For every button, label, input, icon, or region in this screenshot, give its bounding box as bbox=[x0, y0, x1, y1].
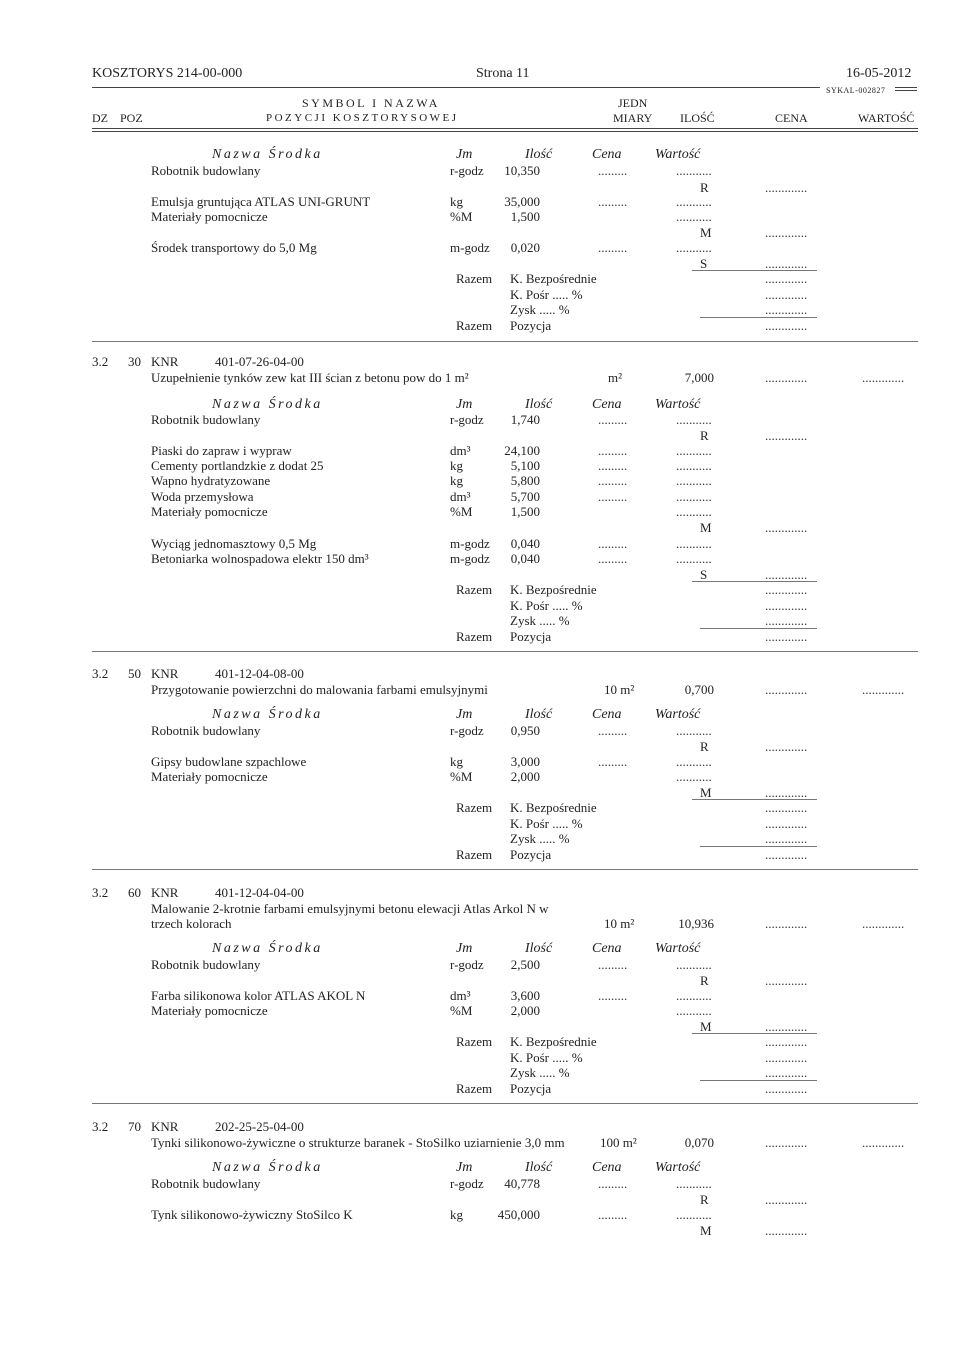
ilosc-header: Ilość bbox=[525, 397, 553, 412]
cena-dots: ......... bbox=[598, 957, 628, 972]
razem-label: Razem bbox=[456, 800, 493, 815]
resource-name: Środek transportowy do 5,0 Mg bbox=[151, 240, 317, 255]
position-code: 401-12-04-04-00 bbox=[215, 885, 304, 900]
wartosc-header: Wartość bbox=[655, 941, 701, 956]
wartosc-dots: ........... bbox=[676, 443, 712, 458]
zysk-label: Zysk ..... % bbox=[510, 302, 570, 317]
position-poz: 50 bbox=[128, 666, 141, 681]
cena-dots: ......... bbox=[598, 1176, 628, 1191]
resource-qty: 0,040 bbox=[510, 536, 540, 551]
resource-name: Gipsy budowlane szpachlowe bbox=[151, 754, 307, 769]
wartosc-dots: ........... bbox=[676, 723, 712, 738]
resource-name: Farba silikonowa kolor ATLAS AKOL N bbox=[151, 988, 366, 1003]
resource-jm: kg bbox=[450, 194, 463, 209]
wartosc-dots: ........... bbox=[676, 504, 712, 519]
position-cena-dots: ............. bbox=[765, 682, 808, 697]
col-symbol: SYMBOL I NAZWA bbox=[302, 96, 440, 110]
nazwa-srodka-header: Nazwa Środka bbox=[212, 707, 323, 722]
resource-name: Materiały pomocnicze bbox=[151, 769, 268, 784]
resource-name: Wapno hydratyzowane bbox=[151, 473, 271, 488]
subtotal-m-label: M bbox=[700, 785, 712, 800]
razem-label: Razem bbox=[456, 629, 493, 644]
resource-jm: r-godz bbox=[450, 412, 484, 427]
wartosc-dots: ........... bbox=[676, 412, 712, 427]
resource-name: Robotnik budowlany bbox=[151, 412, 261, 427]
subtotal-r-label: R bbox=[700, 973, 709, 988]
resource-name: Robotnik budowlany bbox=[151, 1176, 261, 1191]
resource-jm: %M bbox=[450, 504, 473, 519]
resource-qty: 40,778 bbox=[504, 1176, 540, 1191]
resource-qty: 3,600 bbox=[510, 988, 540, 1003]
position-description: Uzupełnienie tynków zew kat III ścian z betonu pow do 1 m² bbox=[151, 370, 469, 385]
position-cena-dots: ............. bbox=[765, 370, 808, 385]
cena-dots: ......... bbox=[598, 489, 628, 504]
position-dz: 3.2 bbox=[92, 666, 109, 681]
resource-name: Cementy portlandzkie z dodat 25 bbox=[151, 458, 324, 473]
position-poz: 60 bbox=[128, 885, 141, 900]
header-rule bbox=[92, 87, 820, 88]
resource-jm: kg bbox=[450, 754, 463, 769]
resource-jm: dm³ bbox=[450, 443, 471, 458]
resource-name: Woda przemysłowa bbox=[151, 489, 254, 504]
subtotal-m-label: M bbox=[700, 520, 712, 535]
position-cena-dots: ............. bbox=[765, 916, 808, 931]
resource-name: Piaski do zapraw i wypraw bbox=[151, 443, 292, 458]
subtotal-r-dots: ............. bbox=[765, 739, 808, 754]
resource-qty: 0,950 bbox=[510, 723, 540, 738]
resource-qty: 0,040 bbox=[510, 551, 540, 566]
ilosc-header: Ilość bbox=[525, 1160, 553, 1175]
position-wartosc-dots: ............. bbox=[862, 1135, 905, 1150]
position-qty: 10,936 bbox=[678, 916, 714, 931]
position-dz: 3.2 bbox=[92, 1119, 109, 1134]
wartosc-dots: ........... bbox=[676, 163, 712, 178]
subtotal-m-label: M bbox=[700, 1019, 712, 1034]
resource-qty: 450,000 bbox=[497, 1207, 540, 1222]
razem-label: Razem bbox=[456, 271, 493, 286]
wartosc-dots: ........... bbox=[676, 473, 712, 488]
header-rule-short bbox=[895, 87, 917, 88]
wartosc-header: Wartość bbox=[655, 1160, 701, 1175]
resource-jm: m-godz bbox=[450, 536, 490, 551]
resource-qty: 2,000 bbox=[510, 769, 540, 784]
k-posrednie-dots: ............. bbox=[765, 287, 808, 302]
cena-dots: ......... bbox=[598, 240, 628, 255]
razem-label: Razem bbox=[456, 582, 493, 597]
subtotal-r-dots: ............. bbox=[765, 428, 808, 443]
subtotal-r-label: R bbox=[700, 428, 709, 443]
pozycja-dots: ............. bbox=[765, 318, 808, 333]
k-posrednie-label: K. Pośr ..... % bbox=[510, 816, 583, 831]
col-jedn: JEDN bbox=[618, 96, 648, 110]
zysk-label: Zysk ..... % bbox=[510, 831, 570, 846]
zysk-dots: ............. bbox=[765, 613, 808, 628]
cena-dots: ......... bbox=[598, 723, 628, 738]
col-pozycji: POZYCJI KOSZTORYSOWEJ bbox=[266, 112, 459, 124]
resource-qty: 1,500 bbox=[510, 209, 540, 224]
header-rule-short-2 bbox=[895, 90, 917, 91]
wartosc-dots: ........... bbox=[676, 1003, 712, 1018]
cena-dots: ......... bbox=[598, 458, 628, 473]
position-description: Malowanie 2-krotnie farbami emulsyjnymi betonu elewacji Atlas Arkol N w bbox=[151, 901, 549, 916]
resource-name: Emulsja gruntująca ATLAS UNI-GRUNT bbox=[151, 194, 371, 209]
wartosc-dots: ........... bbox=[676, 1176, 712, 1191]
resource-qty: 10,350 bbox=[504, 163, 540, 178]
k-posrednie-dots: ............. bbox=[765, 598, 808, 613]
k-posrednie-label: K. Pośr ..... % bbox=[510, 287, 583, 302]
nazwa-srodka-header: Nazwa Środka bbox=[212, 147, 323, 162]
zysk-dots: ............. bbox=[765, 831, 808, 846]
wartosc-dots: ........... bbox=[676, 957, 712, 972]
wartosc-dots: ........... bbox=[676, 458, 712, 473]
resource-name: Materiały pomocnicze bbox=[151, 1003, 268, 1018]
position-separator bbox=[92, 1103, 918, 1104]
position-unit: m² bbox=[608, 370, 623, 385]
zysk-dots: ............. bbox=[765, 302, 808, 317]
k-bezposrednie-label: K. Bezpośrednie bbox=[510, 1034, 597, 1049]
cena-dots: ......... bbox=[598, 1207, 628, 1222]
resource-qty: 2,000 bbox=[510, 1003, 540, 1018]
position-qty: 0,700 bbox=[684, 682, 714, 697]
position-unit: 10 m² bbox=[604, 682, 635, 697]
position-code: 401-07-26-04-00 bbox=[215, 354, 304, 369]
resource-jm: kg bbox=[450, 473, 463, 488]
subtotal-r-dots: ............. bbox=[765, 1192, 808, 1207]
wartosc-header: Wartość bbox=[655, 397, 701, 412]
cena-dots: ......... bbox=[598, 536, 628, 551]
position-description-cont: trzech kolorach bbox=[151, 916, 232, 931]
resource-jm: kg bbox=[450, 458, 463, 473]
k-bezposrednie-dots: ............. bbox=[765, 1034, 808, 1049]
position-description: Tynki silikonowo-żywiczne o strukturze baranek - StoSilko uziarnienie 3,0 mm bbox=[151, 1135, 565, 1150]
position-base: KNR bbox=[151, 1119, 179, 1134]
resource-jm: m-godz bbox=[450, 240, 490, 255]
col-cena: CENA bbox=[775, 111, 808, 125]
resource-qty: 35,000 bbox=[504, 194, 540, 209]
razem-label: Razem bbox=[456, 1081, 493, 1096]
razem-label: Razem bbox=[456, 318, 493, 333]
position-wartosc-dots: ............. bbox=[862, 370, 905, 385]
resource-name: Robotnik budowlany bbox=[151, 957, 261, 972]
subtotal-s-label: S bbox=[700, 567, 708, 582]
resource-name: Tynk silikonowo-żywiczny StoSilco K bbox=[151, 1207, 353, 1222]
cena-header: Cena bbox=[592, 147, 622, 162]
position-poz: 70 bbox=[128, 1119, 141, 1134]
subtotal-m-dots: ............. bbox=[765, 785, 808, 800]
jm-header: Jm bbox=[456, 707, 473, 722]
wartosc-dots: ........... bbox=[676, 194, 712, 209]
wartosc-dots: ........... bbox=[676, 240, 712, 255]
col-ilosc: ILOŚĆ bbox=[680, 111, 715, 125]
cena-dots: ......... bbox=[598, 551, 628, 566]
subtotal-m-dots: ............. bbox=[765, 1019, 808, 1034]
resource-qty: 5,100 bbox=[510, 458, 540, 473]
subtotal-s-dots: ............. bbox=[765, 567, 808, 582]
position-dz: 3.2 bbox=[92, 354, 109, 369]
razem-label: Razem bbox=[456, 847, 493, 862]
resource-name: Materiały pomocnicze bbox=[151, 209, 268, 224]
resource-jm: %M bbox=[450, 1003, 473, 1018]
k-posrednie-label: K. Pośr ..... % bbox=[510, 1050, 583, 1065]
resource-jm: m-godz bbox=[450, 551, 490, 566]
subtotal-m-label: M bbox=[700, 225, 712, 240]
header-rule-bottom-2 bbox=[92, 131, 918, 132]
resource-qty: 24,100 bbox=[504, 443, 540, 458]
k-posrednie-label: K. Pośr ..... % bbox=[510, 598, 583, 613]
subtotal-r-dots: ............. bbox=[765, 973, 808, 988]
position-qty: 0,070 bbox=[684, 1135, 714, 1150]
nazwa-srodka-header: Nazwa Środka bbox=[212, 941, 323, 956]
position-code: 401-12-04-08-00 bbox=[215, 666, 304, 681]
subtotal-r-label: R bbox=[700, 180, 709, 195]
col-miary: MIARY bbox=[613, 111, 653, 125]
resource-qty: 1,500 bbox=[510, 504, 540, 519]
pozycja-label: Pozycja bbox=[510, 847, 552, 862]
nazwa-srodka-header: Nazwa Środka bbox=[212, 397, 323, 412]
position-description: Przygotowanie powierzchni do malowania farbami emulsyjnymi bbox=[151, 682, 488, 697]
position-wartosc-dots: ............. bbox=[862, 916, 905, 931]
subtotal-m-dots: ............. bbox=[765, 1223, 808, 1238]
jm-header: Jm bbox=[456, 1160, 473, 1175]
cena-header: Cena bbox=[592, 941, 622, 956]
subtotal-r-dots: ............. bbox=[765, 180, 808, 195]
zysk-dots: ............. bbox=[765, 1065, 808, 1080]
cena-header: Cena bbox=[592, 1160, 622, 1175]
resource-qty: 5,700 bbox=[510, 489, 540, 504]
resource-name: Robotnik budowlany bbox=[151, 723, 261, 738]
k-bezposrednie-dots: ............. bbox=[765, 800, 808, 815]
resource-jm: dm³ bbox=[450, 988, 471, 1003]
cena-dots: ......... bbox=[598, 754, 628, 769]
nazwa-srodka-header: Nazwa Środka bbox=[212, 1160, 323, 1175]
wartosc-dots: ........... bbox=[676, 536, 712, 551]
ilosc-header: Ilość bbox=[525, 147, 553, 162]
position-cena-dots: ............. bbox=[765, 1135, 808, 1150]
subtotal-r-label: R bbox=[700, 1192, 709, 1207]
position-dz: 3.2 bbox=[92, 885, 109, 900]
resource-qty: 5,800 bbox=[510, 473, 540, 488]
resource-qty: 2,500 bbox=[510, 957, 540, 972]
pozycja-dots: ............. bbox=[765, 629, 808, 644]
subtotal-s-dots: ............. bbox=[765, 256, 808, 271]
col-wartosc: WARTOŚĆ bbox=[858, 111, 915, 125]
position-separator bbox=[92, 869, 918, 870]
cena-dots: ......... bbox=[598, 163, 628, 178]
resource-jm: %M bbox=[450, 209, 473, 224]
jm-header: Jm bbox=[456, 147, 473, 162]
pozycja-dots: ............. bbox=[765, 1081, 808, 1096]
position-qty: 7,000 bbox=[684, 370, 714, 385]
resource-qty: 3,000 bbox=[510, 754, 540, 769]
jm-header: Jm bbox=[456, 397, 473, 412]
position-wartosc-dots: ............. bbox=[862, 682, 905, 697]
subtotal-m-label: M bbox=[700, 1223, 712, 1238]
k-bezposrednie-dots: ............. bbox=[765, 271, 808, 286]
header-rule-bottom bbox=[92, 128, 918, 129]
k-bezposrednie-label: K. Bezpośrednie bbox=[510, 271, 597, 286]
k-bezposrednie-label: K. Bezpośrednie bbox=[510, 582, 597, 597]
resource-name: Wyciąg jednomasztowy 0,5 Mg bbox=[151, 536, 317, 551]
wartosc-dots: ........... bbox=[676, 988, 712, 1003]
document-date: 16-05-2012 bbox=[846, 66, 912, 81]
wartosc-dots: ........... bbox=[676, 551, 712, 566]
subtotal-r-label: R bbox=[700, 739, 709, 754]
col-poz: POZ bbox=[120, 111, 143, 125]
k-posrednie-dots: ............. bbox=[765, 1050, 808, 1065]
subtotal-s-label: S bbox=[700, 256, 708, 271]
wartosc-dots: ........... bbox=[676, 489, 712, 504]
resource-name: Robotnik budowlany bbox=[151, 163, 261, 178]
k-bezposrednie-dots: ............. bbox=[765, 582, 808, 597]
subtotal-m-dots: ............. bbox=[765, 225, 808, 240]
pozycja-label: Pozycja bbox=[510, 1081, 552, 1096]
resource-qty: 1,740 bbox=[510, 412, 540, 427]
k-bezposrednie-label: K. Bezpośrednie bbox=[510, 800, 597, 815]
position-separator bbox=[92, 651, 918, 652]
col-dz: DZ bbox=[92, 111, 108, 125]
resource-name: Materiały pomocnicze bbox=[151, 504, 268, 519]
resource-jm: r-godz bbox=[450, 1176, 484, 1191]
wartosc-dots: ........... bbox=[676, 1207, 712, 1222]
cena-dots: ......... bbox=[598, 443, 628, 458]
cena-dots: ......... bbox=[598, 473, 628, 488]
position-separator bbox=[92, 341, 918, 342]
pozycja-label: Pozycja bbox=[510, 318, 552, 333]
resource-jm: r-godz bbox=[450, 163, 484, 178]
jm-header: Jm bbox=[456, 941, 473, 956]
resource-jm: %M bbox=[450, 769, 473, 784]
resource-jm: kg bbox=[450, 1207, 463, 1222]
resource-name: Betoniarka wolnospadowa elektr 150 dm³ bbox=[151, 551, 369, 566]
wartosc-dots: ........... bbox=[676, 754, 712, 769]
ilosc-header: Ilość bbox=[525, 941, 553, 956]
resource-jm: r-godz bbox=[450, 723, 484, 738]
position-unit: 10 m² bbox=[604, 916, 635, 931]
page-number: Strona 11 bbox=[476, 66, 530, 81]
resource-qty: 0,020 bbox=[510, 240, 540, 255]
position-base: KNR bbox=[151, 354, 179, 369]
subtotal-m-dots: ............. bbox=[765, 520, 808, 535]
position-code: 202-25-25-04-00 bbox=[215, 1119, 304, 1134]
position-unit: 100 m² bbox=[600, 1135, 637, 1150]
cena-header: Cena bbox=[592, 707, 622, 722]
pozycja-dots: ............. bbox=[765, 847, 808, 862]
resource-jm: dm³ bbox=[450, 489, 471, 504]
zysk-label: Zysk ..... % bbox=[510, 1065, 570, 1080]
wartosc-header: Wartość bbox=[655, 147, 701, 162]
position-base: KNR bbox=[151, 885, 179, 900]
wartosc-dots: ........... bbox=[676, 769, 712, 784]
position-base: KNR bbox=[151, 666, 179, 681]
resource-jm: r-godz bbox=[450, 957, 484, 972]
ilosc-header: Ilość bbox=[525, 707, 553, 722]
razem-label: Razem bbox=[456, 1034, 493, 1049]
k-posrednie-dots: ............. bbox=[765, 816, 808, 831]
wartosc-dots: ........... bbox=[676, 209, 712, 224]
pozycja-label: Pozycja bbox=[510, 629, 552, 644]
cena-header: Cena bbox=[592, 397, 622, 412]
wartosc-header: Wartość bbox=[655, 707, 701, 722]
cena-dots: ......... bbox=[598, 412, 628, 427]
document-code: SYKAL-002827 bbox=[826, 86, 886, 95]
document-title: KOSZTORYS 214-00-000 bbox=[92, 66, 243, 81]
cena-dots: ......... bbox=[598, 194, 628, 209]
cena-dots: ......... bbox=[598, 988, 628, 1003]
zysk-label: Zysk ..... % bbox=[510, 613, 570, 628]
position-poz: 30 bbox=[128, 354, 141, 369]
